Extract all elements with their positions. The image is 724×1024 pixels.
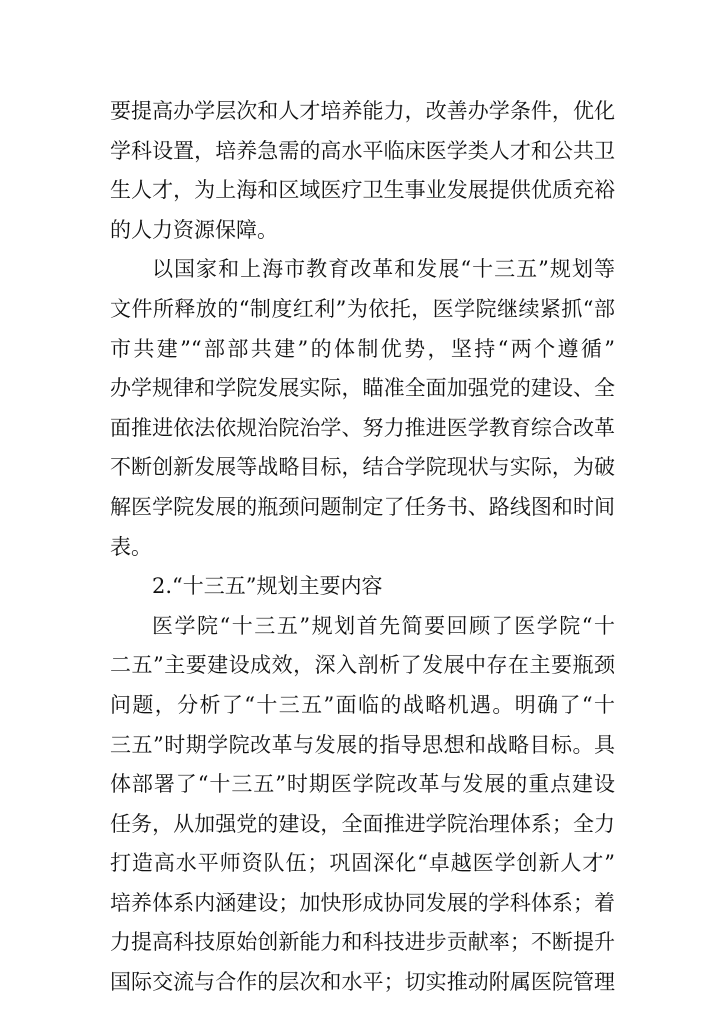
text-line: 文件所释放的“制度红利”为依托，医学院继续紧抓“部 <box>110 296 615 321</box>
text-line: 市共建”“部部共建”的体制优势，坚持“两个遵循” <box>110 336 615 361</box>
text-line: 体部署了“十三五”时期医学院改革与发展的重点建设 <box>110 772 615 797</box>
text-line: 三五”时期学院改革与发展的指导思想和战略目标。具 <box>110 732 615 757</box>
paragraph-first-line: 医学院“十三五”规划首先简要回顾了医学院“十 <box>152 613 615 638</box>
section-heading: 2.“十三五”规划主要内容 <box>152 574 383 599</box>
text-line: 的人力资源保障。 <box>110 217 278 242</box>
text-line: 生人才，为上海和区域医疗卫生事业发展提供优质充裕 <box>110 178 615 203</box>
text-line: 力提高科技原始创新能力和科技进步贡献率；不断提升 <box>110 930 615 955</box>
text-line: 办学规律和学院发展实际，瞄准全面加强党的建设、全 <box>110 376 615 401</box>
text-line: 问题，分析了“十三五”面临的战略机遇。明确了“十 <box>110 692 615 717</box>
text-line: 国际交流与合作的层次和水平；切实推动附属医院管理 <box>110 970 615 995</box>
text-line: 培养体系内涵建设；加快形成协同发展的学科体系；着 <box>110 890 615 915</box>
text-line: 打造高水平师资队伍；巩固深化“卓越医学创新人才” <box>110 851 615 876</box>
paragraph-first-line: 以国家和上海市教育改革和发展“十三五”规划等 <box>152 257 615 282</box>
text-line: 面推进依法依规治院治学、努力推进医学教育综合改革 <box>110 415 615 440</box>
text-line: 任务，从加强党的建设，全面推进学院治理体系；全力 <box>110 811 615 836</box>
text-line: 要提高办学层次和人才培养能力，改善办学条件，优化 <box>110 99 615 123</box>
text-line: 解医学院发展的瓶颈问题制定了任务书、路线图和时间 <box>110 494 615 519</box>
body-text <box>110 92 615 1003</box>
text-line: 不断创新发展等战略目标，结合学院现状与实际，为破 <box>110 455 615 480</box>
text-line: 学科设置，培养急需的高水平临床医学类人才和公共卫 <box>110 138 615 163</box>
text-line: 表。 <box>110 534 152 559</box>
text-line: 二五”主要建设成效，深入剖析了发展中存在主要瓶颈 <box>110 653 615 678</box>
